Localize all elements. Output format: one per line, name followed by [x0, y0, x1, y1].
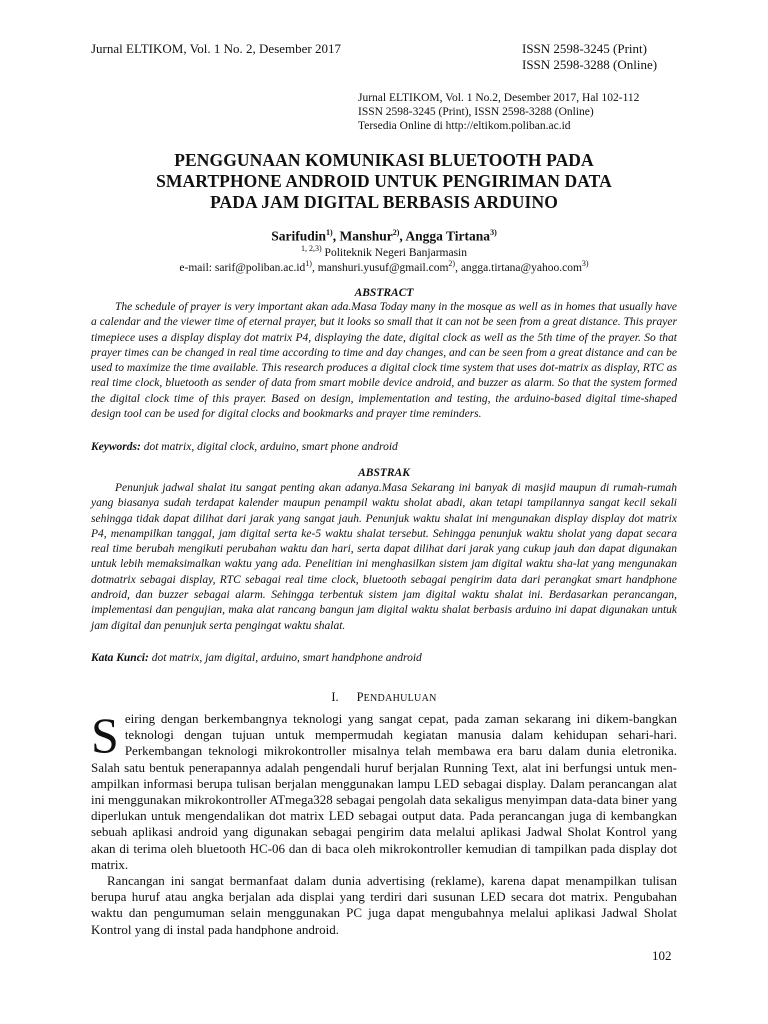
abstrak-body: Penunjuk jadwal shalat itu sangat penting akan adanya.Masa Sekarang ini banyak di masjid maupun di rumah-rumah yang biasanya sudah terdapat kalender maupun penampil waktu sholat abadi, akan tetapi tampilannya sangat kecil sekali sehingga tidak dapat dilihat dari jarak yang sangat jauh. Penunjuk waktu shalat ini mengunakan display display dot matrix P4, menampilkan tanggal, jam digital serta ke-5 waktu shalat tersebut. Sehingga penunjuk waktu sholat yang dapat secara real time berubah mengikuti perubahan waktu dan hari, serta dapat dilihat dari jarak yang cukup jauh dan dapat digunakan untuk lebih memaksimalkan waktu yang ada. Penelitian ini menghasilkan sistem jam digital waktu sha-lat yang mengunakan dotmatrix sebagai display, RTC sebagai real time clock, bluetooth sebagai pengirim data dari perangkat smart handphone android, dan buzzer sebagai alarm. Sehingga terbentuk sistem jam digital waktu shalat ini. Berdasarkan perancangan, implementasi dan pengujian, maka alat rancang bangun jam digital waktu shalat berbasis arduino ini dapat digunakan untuk jam digital dan penunjuk serta pengingat waktu shalat.	[91, 482, 677, 632]
email-3: angga.tirtana@yahoo.com	[460, 261, 582, 274]
paragraph-2: Rancangan ini sangat bermanfaat dalam dunia advertising (reklame), karena dapat menampilkan tulisan berupa huruf atau angka berjalan ada displai yang terdiri dari susunan LED secara dot matrix. Pengubahan waktu dan pengumuman selain menggunakan PC juga dapat mengubahnya melalui aplikasi Jadwal Sholat Kontrol yang di instal pada handphone android.	[91, 873, 677, 937]
issn-print: ISSN 2598-3245 (Print)	[522, 41, 647, 56]
meta-line-3: Tersedia Online di http://eltikom.poliban.ac.id	[358, 120, 571, 132]
author-2: Manshur	[339, 228, 393, 244]
email-1: sarif@poliban.ac.id	[214, 261, 306, 274]
paper-title	[91, 150, 677, 213]
section-number: I.	[331, 690, 339, 704]
title-line-2: SMARTPHONE ANDROID UNTUK PENGIRIMAN DATA	[156, 171, 612, 191]
issn-online: ISSN 2598-3288 (Online)	[522, 57, 658, 72]
affiliation: $^{1, 2,3)}$ Politeknik Negeri Banjarmasin	[301, 244, 467, 259]
meta-line-1: Jurnal ELTIKOM, Vol. 1 No.2, Desember 2017, Hal 102-112	[358, 92, 640, 104]
running-header-issn	[522, 41, 657, 73]
title-line-3: PADA JAM DIGITAL BERBASIS ARDUINO	[210, 192, 558, 212]
paragraph-1: Seiring dengan berkembangnya teknologi yang sangat cepat, pada zaman sekarang ini dikem-bangkan teknologi dengan tujuan untuk mempermudah kegiatan manusia dalam kehidupan sehari-hari. Perkembangan teknologi mikrokontroller misalnya telah membawa era baru dalam dunia eletronika. Salah satu bentuk penerapannya adalah pengendali huruf berjalan Running Text, alat ini berfungsi untuk men-ampilkan informasi berupa tulisan berjalan menggunakan lampu LED sebagai display. Dalam perancangan alat ini menggunakan mikrokontroller ATmega328 sebagai pengolah data sekaligus menyimpan data-data biner yang diperlukan untuk mengendalikan dot matrix LED sebagai output data. Pada perancangan juga di kembangkan sebuah aplikasi android yang digunakan sebagai pengirim data melalui aplikasi Jadwal Sholat Kontrol yang akan di terima oleh bluetooth HC-06 dan di baca oleh mikrokontroller kemudian di tampilkan pada display dot matrix.	[91, 707, 677, 872]
title-line-1: PENGGUNAAN KOMUNIKASI BLUETOOTH PADA	[174, 150, 594, 170]
abstrak-heading: ABSTRAK	[358, 467, 410, 479]
section-heading: I. PENDAHULUAN	[331, 690, 437, 704]
author-list: Sarifudin$^{1)}$, Manshur$^{2)}$, Angga Tirtana$^{3)}$	[271, 228, 497, 244]
author-3: Angga Tirtana	[405, 228, 491, 244]
abstract-body: The schedule of prayer is very important akan ada.Masa Today many in the mosque as well as in homes that usually have a calendar and the viewer time of eternal prayer, but it looks so small that it can not be seen from a great distance. This prayer timepiece uses a display display dot matrix P4, displaying the date, digital clock as well as the 5th time of the prayer. So that prayer times can be changed in real time according to time and day changes, and can be seen from a great distance and can be used to maximize the time available. This research produces a digital clock time system that uses dot-matrix as display, RTC as real time clock, bluetooth as sender of data from smart mobile device android, and buzzer as alarm. So that the system formed the digital clock time of this prayer. Based on design, implementation and testing, the arduino-based digital time-shaped design tool can be used for digital clocks and bookmarks and prayer time reminders.	[91, 301, 677, 421]
kata-kunci: Kata Kunci: dot matrix, jam digital, arduino, smart handphone android	[91, 652, 422, 664]
abstract-heading: ABSTRACT	[354, 287, 414, 299]
page-number: 102	[652, 948, 672, 963]
kata-kunci-label: Kata Kunci:	[91, 652, 149, 664]
author-1: Sarifudin	[271, 228, 327, 244]
meta-line-2: ISSN 2598-3245 (Print), ISSN 2598-3288 (Online)	[358, 106, 594, 118]
keywords-label: Keywords:	[91, 441, 141, 453]
article-meta	[358, 91, 639, 133]
drop-cap: S	[91, 707, 119, 763]
introduction-body	[91, 707, 677, 938]
keywords: Keywords: dot matrix, digital clock, arduino, smart phone android	[91, 441, 398, 453]
running-header-journal: Jurnal ELTIKOM, Vol. 1 No. 2, Desember 2017	[91, 41, 341, 56]
email-2: manshuri.yusuf@gmail.com	[317, 261, 449, 274]
email-line: e-mail: $sarif@poliban.ac.id^{1)}$, manshuri.yusuf@gmail.com$^{2)}$, angga.tirtana@yahoo.com$^{3)}$	[179, 259, 589, 274]
